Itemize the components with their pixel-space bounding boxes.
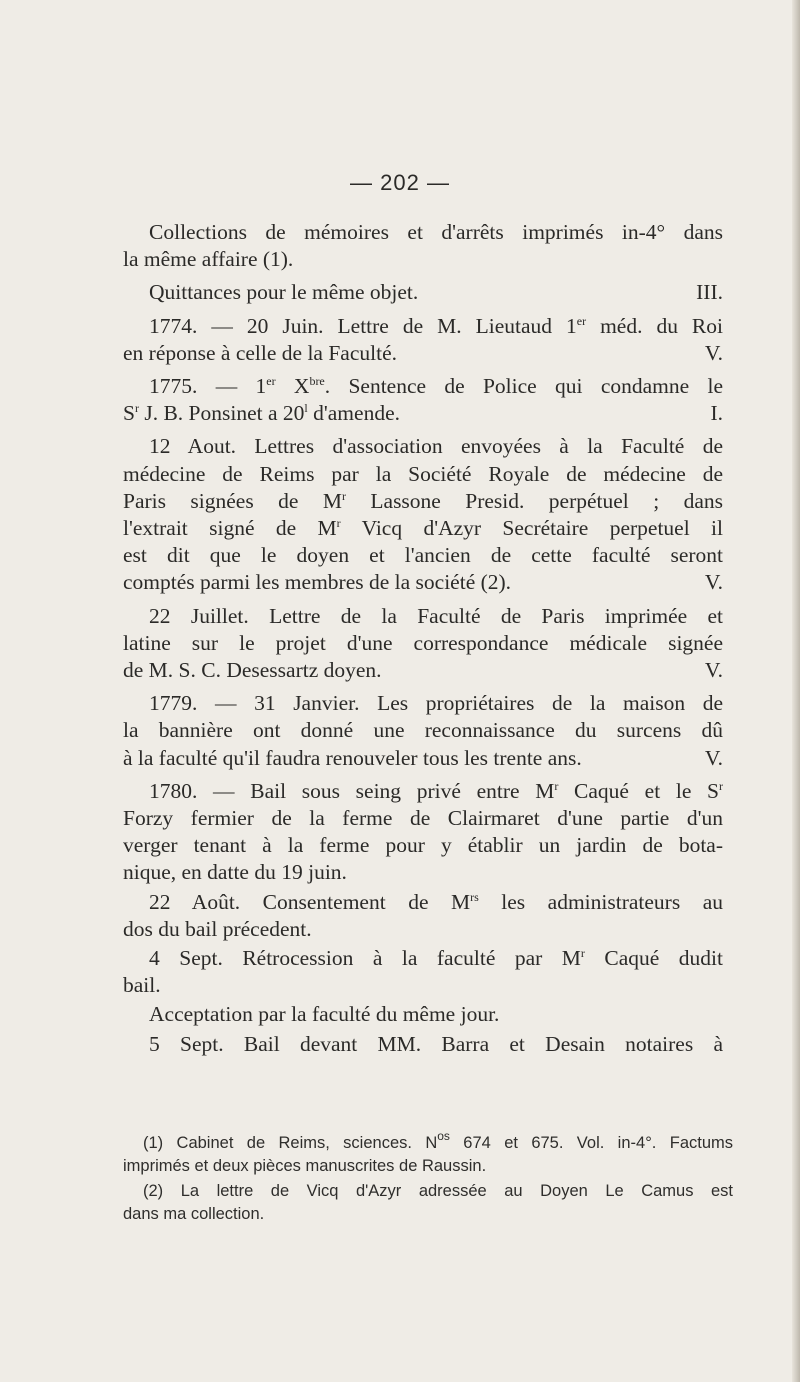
text-line: est dit que le doyen et l'ancien de cette faculté seront bbox=[123, 543, 723, 568]
text-line: 5 Sept. Bail devant MM. Barra et Desain notaires à bbox=[149, 1031, 723, 1056]
footnote-line: (2) La lettre de Vicq d'Azyr adressée au Doyen Le Camus est bbox=[143, 1182, 733, 1200]
text-line: Forzy fermier de la ferme de Clairmaret d'une partie d'un bbox=[123, 806, 723, 831]
text-line: 22 Juillet. Lettre de la Faculté de Paris imprimée et bbox=[149, 603, 723, 628]
text-line: 1780. — Bail sous seing privé entre $M^r$ Caqué et le $S^r$ bbox=[149, 778, 723, 803]
text-line: latine sur le projet d'une correspondance médicale signée bbox=[123, 630, 723, 655]
text-line: de M. S. C. Desessartz doyen. bbox=[123, 658, 382, 683]
text-line: médecine de Reims par la Société Royale de médecine de bbox=[123, 461, 723, 486]
paragraph-1780 bbox=[123, 778, 723, 887]
paragraph-collections bbox=[123, 219, 723, 273]
main-text bbox=[123, 219, 723, 1064]
footnotes bbox=[123, 1129, 733, 1228]
paragraph-1775 bbox=[123, 373, 723, 427]
paragraph-1779 bbox=[123, 690, 723, 772]
text-line: en réponse à celle de la Faculté. bbox=[123, 340, 397, 365]
paragraph-22-juillet bbox=[123, 603, 723, 685]
text-line: 12 Aout. Lettres d'association envoyées à la Faculté de bbox=[149, 434, 723, 459]
footnote-line: (1) Cabinet de Reims, sciences. $N^{os}$ 674 et 675. Vol. in-4°. Factums bbox=[143, 1129, 733, 1152]
text-line: nique, en datte du 19 juin. bbox=[123, 860, 347, 885]
paragraph-22-aout bbox=[123, 889, 723, 943]
paragraph-12-aout bbox=[123, 433, 723, 596]
paragraph-quittances bbox=[123, 279, 723, 306]
archive-mark: III. bbox=[696, 280, 723, 305]
text-line: à la faculté qu'il faudra renouveler tous les trente ans. bbox=[123, 745, 582, 770]
page-edge-shadow bbox=[792, 0, 800, 1382]
paragraph-acceptation bbox=[123, 1001, 723, 1028]
text-line: dos du bail précedent. bbox=[123, 916, 312, 941]
text-line: bail. bbox=[123, 973, 161, 998]
archive-mark: V. bbox=[704, 658, 723, 683]
page-number: — 202 — bbox=[350, 170, 450, 195]
text-line: la bannière ont donné une reconnaissance du surcens dû bbox=[123, 718, 723, 743]
paragraph-4-sept bbox=[123, 945, 723, 999]
text-line: 22 Août. Consentement de $M^{rs}$ les administrateurs au bbox=[149, 889, 723, 914]
footnote-2 bbox=[123, 1180, 733, 1226]
archive-mark: I. bbox=[710, 401, 723, 426]
text-line: Collections de mémoires et d'arrêts imprimés in-4° dans bbox=[149, 220, 723, 244]
paragraph-5-sept bbox=[123, 1031, 723, 1058]
text-line: Quittances pour le même objet. bbox=[149, 280, 419, 305]
footnote-line: imprimés et deux pièces manuscrites de Raussin. bbox=[123, 1157, 487, 1175]
footnote-1 bbox=[123, 1129, 733, 1178]
text-line: l'extrait signé de $M^r$ Vicq d'Azyr Secrétaire perpetuel il bbox=[123, 516, 723, 541]
text-line: Acceptation par la faculté du même jour. bbox=[149, 1002, 500, 1027]
text-line: 4 Sept. Rétrocession à la faculté par $M^r$ Caqué dudit bbox=[149, 946, 723, 971]
text-line: 1779. — 31 Janvier. Les propriétaires de la maison de bbox=[149, 691, 723, 716]
text-line: $S^r$ J. B. Ponsinet a 20$^l$ d'amende. bbox=[123, 401, 400, 426]
archive-mark: V. bbox=[704, 340, 723, 365]
footnote-line: dans ma collection. bbox=[123, 1205, 265, 1223]
text-line: 1775. — 1er $X^{bre}$. Sentence de Police qui condamne le bbox=[149, 374, 724, 399]
paragraph-1774 bbox=[123, 313, 723, 367]
text-line: verger tenant à la ferme pour y établir un jardin de bota- bbox=[123, 833, 723, 858]
text-line: la même affaire (1). bbox=[123, 247, 294, 272]
archive-mark: V. bbox=[704, 570, 723, 595]
text-line: comptés parmi les membres de la société (2). bbox=[123, 570, 512, 595]
text-line: 1774. — 20 Juin. Lettre de M. Lieutaud 1er méd. du Roi bbox=[149, 313, 723, 338]
archive-mark: V. bbox=[704, 745, 723, 770]
text-line: Paris signées de $M^r$ Lassone Presid. perpétuel ; dans bbox=[123, 488, 724, 513]
